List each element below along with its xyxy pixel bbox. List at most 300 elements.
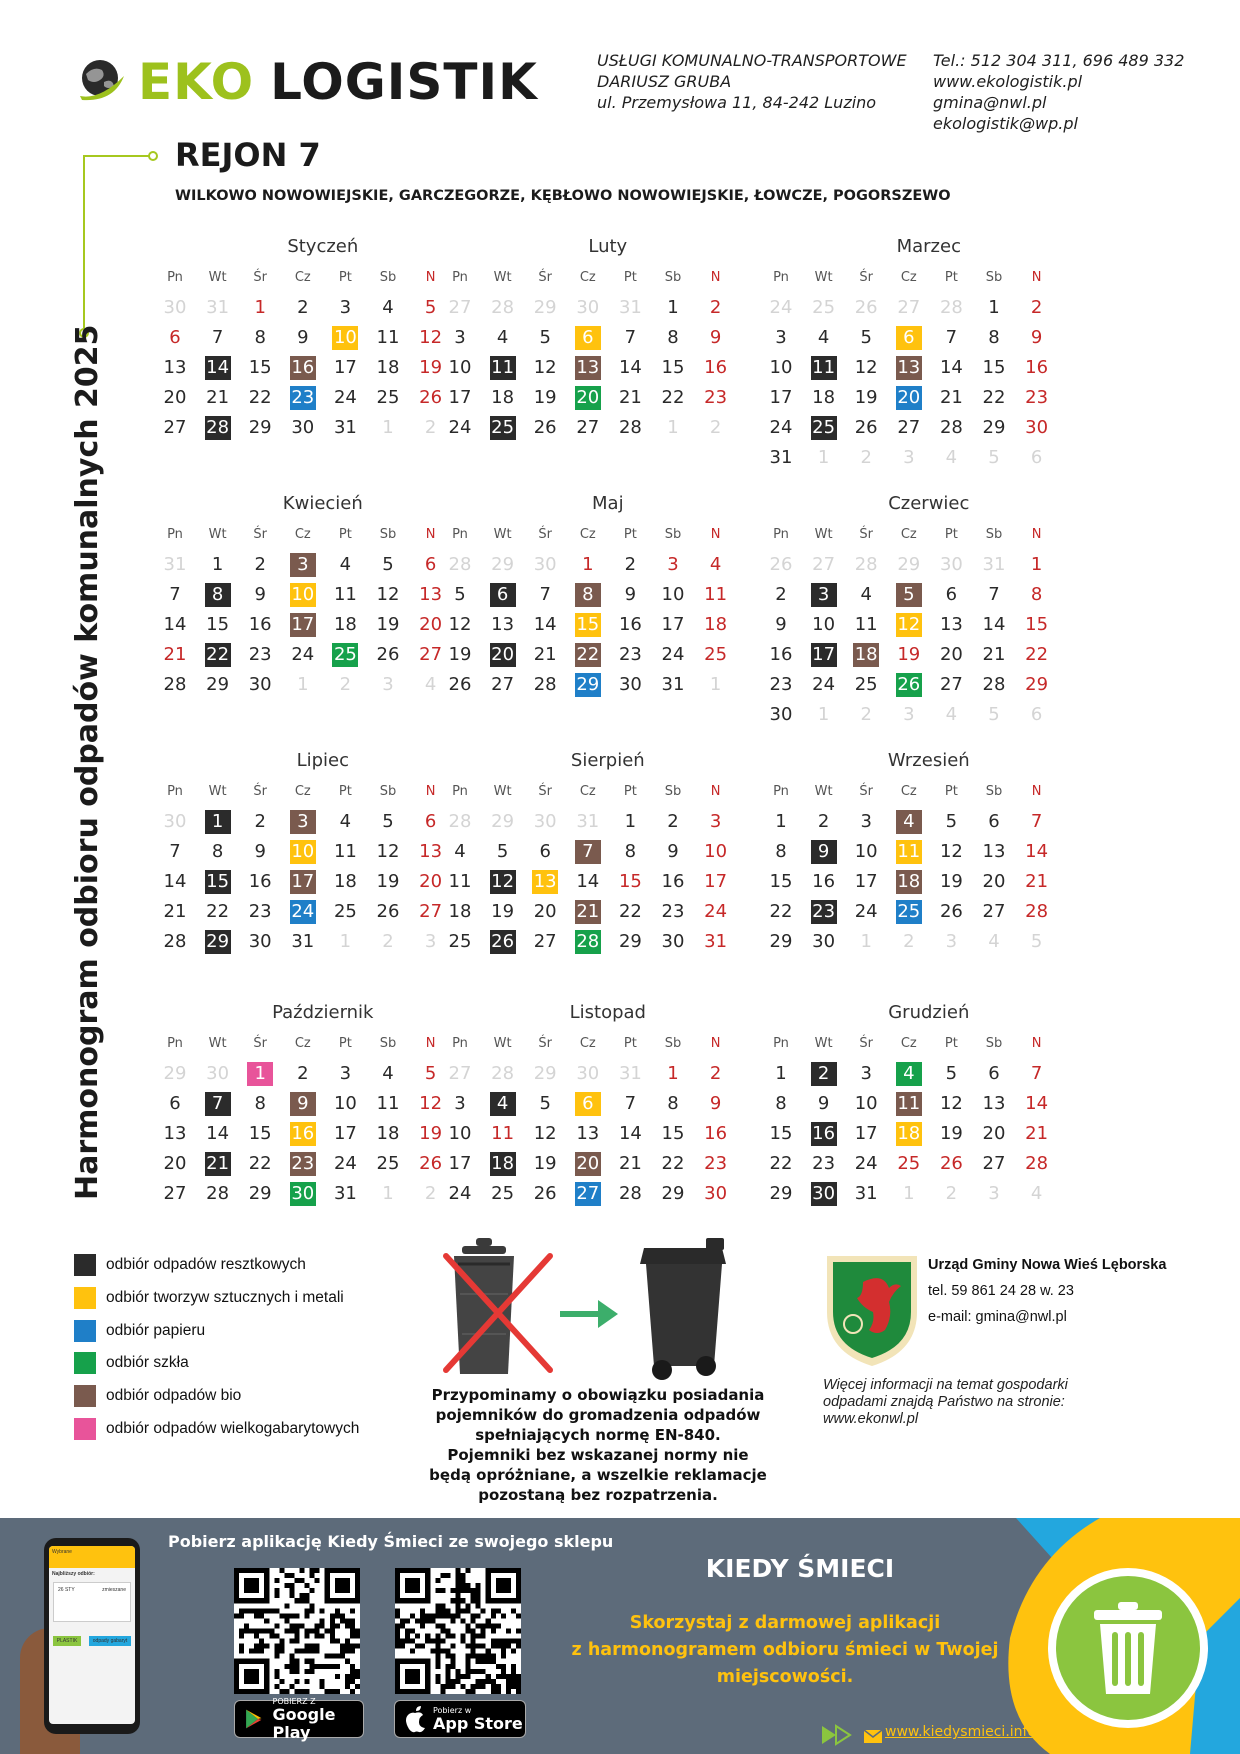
qr-code-icon (395, 1568, 521, 1694)
day-number: 10 (769, 357, 793, 378)
day-cell-adjacent (974, 446, 1014, 470)
day-cell (610, 613, 650, 637)
day-cell (974, 643, 1014, 667)
weekday-header: Wt (814, 270, 833, 285)
day-number: 15 (206, 871, 230, 892)
day-number: 3 (667, 554, 679, 575)
day-cell (155, 1092, 195, 1116)
contact-info (933, 50, 1184, 134)
day-number: 21 (1025, 1123, 1049, 1144)
day-number: 3 (382, 674, 394, 695)
day-cell (525, 613, 565, 637)
day-cell (240, 870, 280, 894)
day-number: 1 (817, 704, 830, 725)
day-number: 13 (419, 584, 443, 605)
day-cell-adjacent (155, 1062, 195, 1086)
day-cell (931, 356, 971, 380)
legend-label: odbiór odpadów wielkogabarytowych (106, 1420, 360, 1437)
day-cell (653, 870, 693, 894)
day-number: 9 (1030, 327, 1043, 348)
weekday-header: Śr (253, 1036, 267, 1051)
day-number: 28 (618, 417, 642, 438)
day-cell (325, 1182, 365, 1206)
day-cell (240, 416, 280, 440)
phone-numbers: Tel.: 512 304 311, 696 489 332 (933, 51, 1185, 70)
day-cell-adjacent (368, 1182, 408, 1206)
day-cell (525, 583, 565, 607)
day-number: 2 (254, 811, 266, 832)
day-number: 29 (1025, 674, 1049, 695)
day-number: 10 (661, 584, 685, 605)
day-number: 6 (490, 583, 516, 607)
day-number: 18 (897, 871, 921, 892)
day-number: 31 (854, 1183, 878, 1204)
day-cell (198, 1182, 238, 1206)
day-cell (483, 583, 523, 607)
office-email[interactable]: e-mail: gmina@nwl.pl (928, 1309, 1067, 1325)
day-cell-adjacent (696, 673, 736, 697)
day-number: 3 (988, 1183, 1000, 1204)
day-number: 30 (1025, 417, 1049, 438)
day-number: 27 (939, 674, 963, 695)
day-cell (325, 810, 365, 834)
weekday-header: Pn (773, 1036, 789, 1051)
day-number: 25 (448, 931, 472, 952)
day-number: 26 (376, 901, 400, 922)
day-cell-adjacent (483, 1062, 523, 1086)
day-cell (653, 553, 693, 577)
day-cell-adjacent (483, 553, 523, 577)
weekday-header: Sb (379, 1036, 397, 1051)
day-cell (325, 1122, 365, 1146)
day-cell (368, 870, 408, 894)
day-cell (804, 1062, 844, 1086)
day-cell (483, 643, 523, 667)
day-number: 15 (248, 357, 272, 378)
day-cell-adjacent (610, 1062, 650, 1086)
day-number: 4 (339, 811, 352, 832)
day-number: 1 (667, 1063, 679, 1084)
day-number: 4 (496, 327, 509, 348)
day-number: 20 (163, 387, 187, 408)
day-cell (653, 810, 693, 834)
day-cell (610, 583, 650, 607)
day-number: 12 (854, 357, 878, 378)
day-cell (761, 386, 801, 410)
phone-btn: odpady gabaryt (89, 1636, 131, 1646)
day-cell (889, 673, 929, 697)
logo-eko-text: EKO (138, 53, 255, 111)
day-cell (653, 386, 693, 410)
day-cell (240, 930, 280, 954)
day-number: 4 (896, 1062, 922, 1086)
day-number: 17 (854, 1123, 878, 1144)
day-number: 6 (575, 326, 601, 350)
day-number: 17 (291, 614, 315, 635)
day-number: 23 (1025, 387, 1049, 408)
day-cell (761, 326, 801, 350)
weekday-header: Pt (338, 1036, 352, 1051)
day-number: 29 (576, 674, 600, 695)
day-cell (325, 583, 365, 607)
day-cell (889, 840, 929, 864)
phone-label: Najbliższy odbiór: (52, 1571, 95, 1577)
day-number: 16 (812, 871, 836, 892)
day-cell (610, 810, 650, 834)
day-number: 17 (333, 357, 357, 378)
day-number: 5 (988, 447, 1000, 468)
day-cell (610, 1092, 650, 1116)
day-cell (804, 356, 844, 380)
day-cell (974, 1122, 1014, 1146)
day-number: 10 (854, 841, 878, 862)
day-cell (283, 1122, 323, 1146)
month-name: Lipiec (296, 750, 350, 771)
day-number: 19 (897, 644, 921, 665)
day-number: 21 (206, 1153, 230, 1174)
day-number: 14 (618, 357, 642, 378)
day-cell (804, 1182, 844, 1206)
weekday-header: Pt (623, 270, 637, 285)
day-number: 12 (939, 841, 963, 862)
email-link[interactable]: ekologistik@wp.pl (933, 114, 1078, 133)
day-number: 4 (382, 297, 394, 318)
day-cell (1017, 356, 1057, 380)
day-number: 19 (533, 1153, 557, 1174)
day-cell-adjacent (804, 296, 844, 320)
day-number: 2 (667, 811, 679, 832)
day-cell-adjacent (653, 416, 693, 440)
weekday-header: Śr (538, 270, 552, 285)
app-store-badge[interactable] (394, 1700, 526, 1738)
day-cell (610, 416, 650, 440)
day-cell (696, 643, 736, 667)
day-cell (368, 356, 408, 380)
weekday-header: Pt (944, 527, 958, 542)
day-number: 26 (939, 1153, 963, 1174)
day-cell (846, 643, 886, 667)
day-cell (568, 1122, 608, 1146)
day-number: 29 (491, 811, 515, 832)
more-info-text: Więcej informacji na temat gospodarki odpadami znajdą Państwo na stronie: www.ekonwl.pl (823, 1377, 1068, 1427)
day-number: 6 (896, 326, 922, 350)
day-number: 9 (709, 1093, 722, 1114)
day-number: 19 (491, 901, 515, 922)
weekday-header: N (425, 270, 436, 285)
day-cell-adjacent (889, 296, 929, 320)
day-cell (440, 870, 480, 894)
legend-swatch (74, 1418, 96, 1440)
day-cell (368, 1122, 408, 1146)
globe-leaf-icon (76, 56, 128, 108)
day-cell-adjacent (525, 810, 565, 834)
day-number: 17 (812, 644, 836, 665)
day-number: 7 (1030, 1063, 1043, 1084)
phone-date: 26 STY (58, 1587, 75, 1593)
day-cell (696, 326, 736, 350)
weekday-header: Cz (579, 527, 596, 542)
day-cell (1017, 673, 1057, 697)
day-number: 6 (169, 327, 181, 348)
day-number: 27 (448, 297, 472, 318)
day-number: 18 (812, 387, 836, 408)
day-cell (440, 930, 480, 954)
weekday-header: Pt (338, 784, 352, 799)
day-number: 12 (533, 357, 557, 378)
day-cell (325, 1062, 365, 1086)
day-cell (761, 1092, 801, 1116)
day-number: 12 (448, 614, 472, 635)
day-number: 20 (897, 387, 921, 408)
day-number: 12 (376, 584, 400, 605)
day-number: 25 (491, 417, 515, 438)
day-cell-adjacent (804, 553, 844, 577)
day-cell (568, 930, 608, 954)
legend-swatch (74, 1287, 96, 1309)
weekday-header: Śr (538, 527, 552, 542)
day-number: 5 (539, 1093, 551, 1114)
day-cell (610, 553, 650, 577)
qr-code-apple[interactable] (395, 1568, 521, 1694)
day-number: 8 (667, 1093, 679, 1114)
google-play-badge[interactable] (234, 1696, 364, 1742)
weekday-header: N (1031, 1036, 1042, 1051)
day-number: 3 (290, 553, 316, 577)
day-number: 23 (704, 387, 728, 408)
day-number: 22 (982, 387, 1006, 408)
day-number: 28 (576, 931, 600, 952)
day-cell-adjacent (846, 930, 886, 954)
day-number: 13 (576, 357, 600, 378)
day-cell (155, 326, 195, 350)
day-cell (198, 613, 238, 637)
day-number: 3 (290, 810, 316, 834)
day-cell (761, 583, 801, 607)
day-cell (610, 643, 650, 667)
day-number: 3 (454, 327, 466, 348)
day-number: 23 (661, 901, 685, 922)
day-cell (240, 643, 280, 667)
month-name: Kwiecień (282, 493, 363, 514)
day-cell (653, 643, 693, 667)
day-number: 23 (812, 901, 836, 922)
day-cell (568, 1182, 608, 1206)
day-cell (325, 386, 365, 410)
day-number: 12 (533, 1123, 557, 1144)
company-line: DARIUSZ GRUBA (597, 72, 732, 91)
weekday-header: Pn (167, 270, 183, 285)
day-cell (1017, 1152, 1057, 1176)
day-cell (155, 673, 195, 697)
day-number: 1 (382, 1183, 394, 1204)
day-number: 13 (163, 357, 187, 378)
day-number: 21 (618, 1153, 642, 1174)
day-number: 24 (661, 644, 685, 665)
day-cell (931, 613, 971, 637)
day-cell-adjacent (1017, 446, 1057, 470)
day-number: 2 (775, 584, 787, 605)
day-cell-adjacent (696, 416, 736, 440)
day-number: 2 (297, 297, 309, 318)
day-number: 23 (618, 644, 642, 665)
weekday-header: Pn (167, 784, 183, 799)
day-number: 26 (419, 1153, 443, 1174)
day-number: 5 (988, 704, 1000, 725)
day-number: 29 (491, 554, 515, 575)
legend-item (74, 1254, 306, 1276)
day-number: 22 (769, 1153, 793, 1174)
day-number: 9 (775, 614, 787, 635)
day-cell (525, 840, 565, 864)
day-number: 24 (769, 297, 793, 318)
day-cell-adjacent (974, 1182, 1014, 1206)
day-number: 19 (419, 357, 443, 378)
day-number: 3 (811, 583, 837, 607)
weekday-header: Wt (814, 527, 833, 542)
email-link[interactable]: gmina@nwl.pl (933, 93, 1047, 112)
day-cell (240, 1152, 280, 1176)
legend-label: odbiór odpadów bio (106, 1387, 242, 1404)
day-cell (696, 296, 736, 320)
day-number: 19 (376, 871, 400, 892)
day-number: 24 (854, 1153, 878, 1174)
weekday-header: Cz (294, 1036, 311, 1051)
day-number: 26 (854, 417, 878, 438)
day-cell-adjacent (889, 553, 929, 577)
day-number: 11 (376, 327, 400, 348)
day-number: 19 (376, 614, 400, 635)
weekday-header: N (1031, 784, 1042, 799)
day-cell (931, 810, 971, 834)
day-number: 14 (163, 871, 187, 892)
day-number: 22 (769, 901, 793, 922)
day-cell (483, 1092, 523, 1116)
day-number: 3 (339, 1063, 352, 1084)
weekday-header: Sb (985, 1036, 1003, 1051)
day-number: 19 (533, 387, 557, 408)
day-cell (155, 1182, 195, 1206)
month-name: Czerwiec (888, 493, 970, 514)
day-cell (198, 930, 238, 954)
day-number: 14 (206, 357, 230, 378)
day-number: 27 (491, 674, 515, 695)
day-number: 27 (533, 931, 557, 952)
weekday-header: Pn (167, 527, 183, 542)
website-link[interactable]: www.ekologistik.pl (933, 72, 1083, 91)
day-cell-adjacent (889, 930, 929, 954)
day-number: 20 (163, 1153, 187, 1174)
day-number: 30 (248, 674, 272, 695)
day-number: 30 (576, 297, 600, 318)
weekday-header: Cz (579, 784, 596, 799)
day-cell (368, 326, 408, 350)
day-cell (368, 1092, 408, 1116)
notice-line: Pojemniki bez wskazanej normy nie (447, 1446, 749, 1464)
day-cell-adjacent (974, 553, 1014, 577)
day-cell (804, 900, 844, 924)
day-number: 26 (491, 931, 515, 952)
day-number: 16 (248, 871, 272, 892)
day-cell-adjacent (155, 553, 195, 577)
day-cell (525, 356, 565, 380)
qr-code-google[interactable] (234, 1568, 360, 1694)
day-cell (974, 386, 1014, 410)
google-small-text: POBIERZ Z (272, 1696, 316, 1706)
month-name: Wrzesień (887, 750, 970, 771)
day-number: 5 (896, 583, 922, 607)
day-cell (568, 613, 608, 637)
day-cell (198, 1122, 238, 1146)
day-number: 20 (576, 387, 600, 408)
day-cell (568, 416, 608, 440)
day-cell (610, 930, 650, 954)
day-number: 11 (812, 357, 836, 378)
day-cell (653, 613, 693, 637)
day-cell (889, 900, 929, 924)
day-number: 15 (206, 614, 230, 635)
qr-code-icon (234, 1568, 360, 1694)
day-number: 30 (163, 297, 187, 318)
day-number: 29 (982, 417, 1006, 438)
day-cell (889, 643, 929, 667)
day-number: 12 (419, 1093, 443, 1114)
legend-label: odbiór odpadów resztkowych (106, 1256, 306, 1273)
norm-notice (418, 1385, 778, 1505)
day-number: 19 (854, 387, 878, 408)
weekday-header: Wt (493, 784, 512, 799)
day-number: 27 (982, 901, 1006, 922)
day-number: 30 (206, 1063, 230, 1084)
day-cell (889, 870, 929, 894)
day-number: 1 (1030, 554, 1043, 575)
day-cell (155, 840, 195, 864)
day-number: 15 (982, 357, 1006, 378)
day-number: 18 (491, 387, 515, 408)
day-number: 16 (704, 1123, 728, 1144)
day-cell (568, 643, 608, 667)
day-number: 24 (812, 674, 836, 695)
day-number: 1 (211, 554, 224, 575)
day-number: 3 (860, 811, 872, 832)
day-number: 22 (618, 901, 642, 922)
day-cell (931, 840, 971, 864)
app-website-link[interactable]: www.kiedysmieci.info (885, 1724, 1037, 1740)
day-cell (155, 870, 195, 894)
day-number: 28 (491, 297, 515, 318)
day-number: 14 (618, 1123, 642, 1144)
phone-type: zmieszane (102, 1587, 126, 1593)
day-cell (761, 703, 801, 727)
day-number: 11 (897, 1093, 921, 1114)
day-number: 10 (291, 841, 315, 862)
day-cell (653, 1122, 693, 1146)
day-cell (974, 1152, 1014, 1176)
mail-icon (864, 1728, 882, 1741)
weekday-header: Sb (379, 270, 397, 285)
day-number: 22 (206, 901, 230, 922)
day-cell (610, 870, 650, 894)
weekday-header: Pn (452, 784, 468, 799)
day-cell (325, 326, 365, 350)
day-cell (846, 416, 886, 440)
day-number: 28 (448, 811, 472, 832)
day-number: 22 (248, 387, 272, 408)
day-cell (846, 613, 886, 637)
day-number: 6 (945, 584, 958, 605)
day-cell-adjacent (761, 553, 801, 577)
day-number: 10 (333, 327, 357, 348)
day-number: 1 (775, 811, 787, 832)
